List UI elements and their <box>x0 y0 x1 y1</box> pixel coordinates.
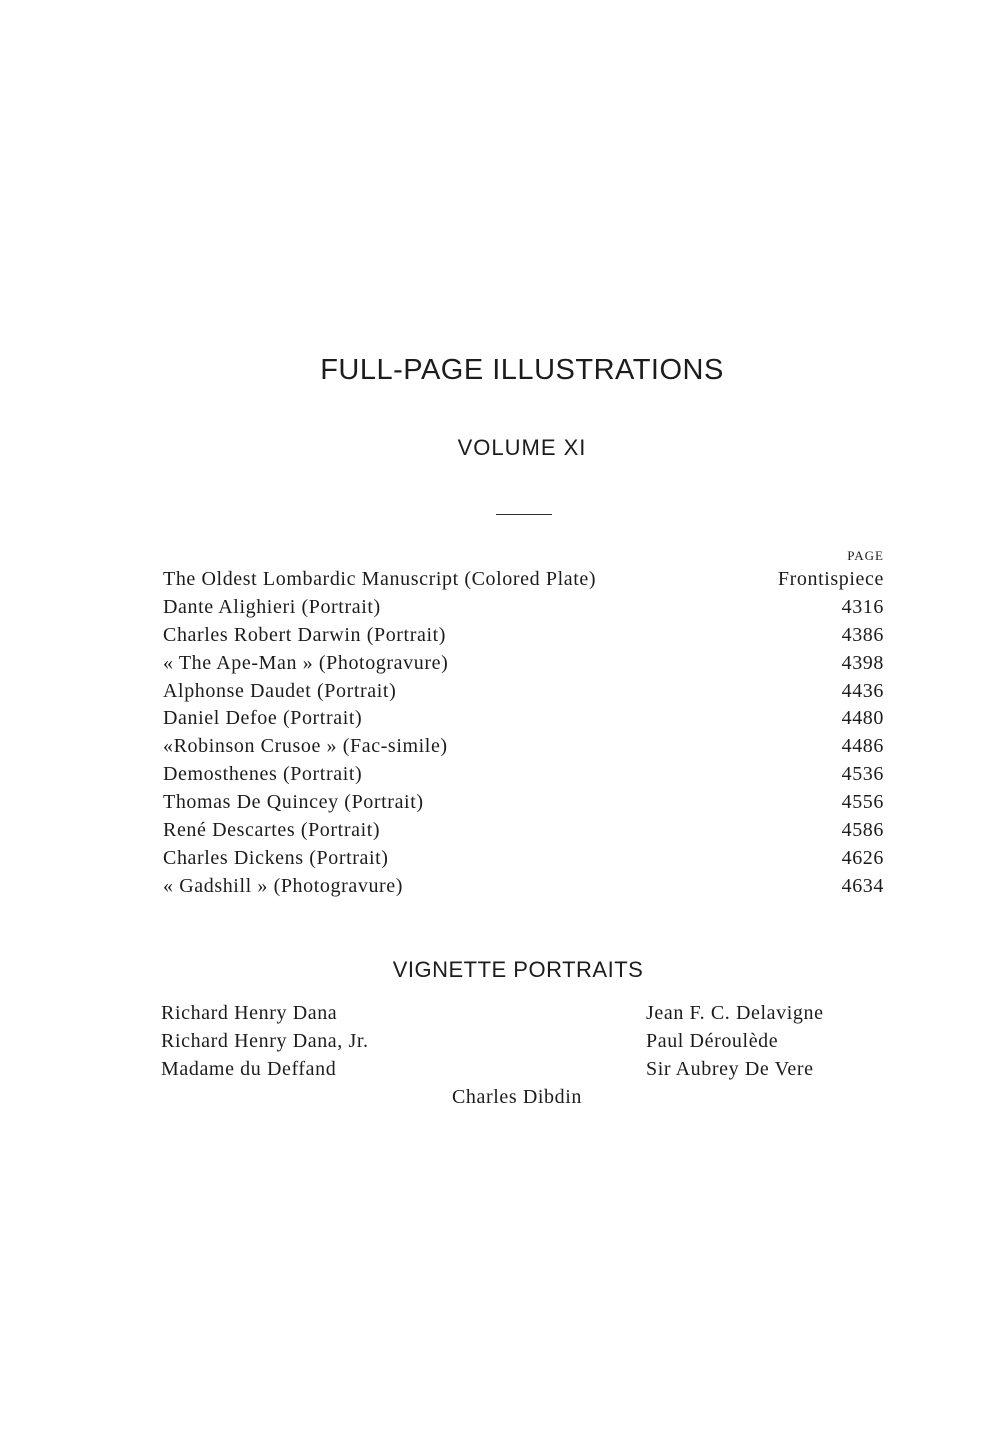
illustration-page: 4398 <box>841 651 884 674</box>
illustration-page: 4486 <box>841 735 884 758</box>
list-item <box>163 733 884 761</box>
page-column-header: PAGE <box>847 548 884 563</box>
illustrations-list <box>163 566 884 901</box>
illustration-page: 4386 <box>841 623 884 646</box>
illustration-page: 4316 <box>841 595 884 618</box>
illustration-title: «Robinson Crusoe » (Fac-simile) <box>163 735 448 758</box>
vignette-list-left <box>161 999 369 1083</box>
list-item: Richard Henry Dana, Jr. <box>161 1030 369 1052</box>
list-item <box>163 622 884 650</box>
list-item <box>163 761 884 789</box>
list-item: Sir Aubrey De Vere <box>646 1058 814 1080</box>
illustration-page: Frontispiece <box>777 568 884 590</box>
illustration-page: 4634 <box>841 874 884 897</box>
list-item: Jean F. C. Delavigne <box>646 1002 824 1024</box>
illustration-title: « Gadshill » (Photogravure) <box>163 874 404 897</box>
vignette-list-right <box>646 999 824 1083</box>
page-title: FULL-PAGE ILLUSTRATIONS <box>320 354 724 386</box>
illustration-page: 4586 <box>841 819 884 842</box>
illustration-title: The Oldest Lombardic Manuscript (Colored Plate) <box>163 568 597 590</box>
list-item <box>163 705 884 733</box>
illustration-title: Daniel Defoe (Portrait) <box>163 707 363 730</box>
list-item <box>163 594 884 622</box>
illustration-page: 4536 <box>841 763 884 786</box>
illustration-title: Dante Alighieri (Portrait) <box>163 595 381 618</box>
list-item <box>163 789 884 817</box>
illustration-page: 4556 <box>841 791 884 814</box>
list-item: Richard Henry Dana <box>161 1002 338 1024</box>
list-item <box>163 678 884 706</box>
list-item <box>163 873 884 901</box>
list-item <box>163 566 884 594</box>
vignette-center-item: Charles Dibdin <box>451 1086 583 1108</box>
list-item: Madame du Deffand <box>161 1058 337 1080</box>
illustration-title: Demosthenes (Portrait) <box>163 763 363 786</box>
vignette-section-title: VIGNETTE PORTRAITS <box>392 957 644 982</box>
divider <box>496 514 552 515</box>
list-item <box>163 817 884 845</box>
illustration-title: Charles Dickens (Portrait) <box>163 846 389 869</box>
illustration-page: 4626 <box>841 846 884 869</box>
illustration-title: Alphonse Daudet (Portrait) <box>163 679 397 702</box>
illustration-page: 4480 <box>841 707 884 730</box>
illustration-title: « The Ape-Man » (Photogravure) <box>163 651 449 674</box>
list-item: Paul Déroulède <box>646 1030 779 1052</box>
illustration-title: Charles Robert Darwin (Portrait) <box>163 623 447 646</box>
illustration-title: Thomas De Quincey (Portrait) <box>163 791 424 814</box>
illustration-title: René Descartes (Portrait) <box>163 819 381 842</box>
list-item <box>163 845 884 873</box>
list-item <box>163 650 884 678</box>
volume-title: VOLUME XI <box>457 435 587 460</box>
illustration-page: 4436 <box>841 679 884 702</box>
